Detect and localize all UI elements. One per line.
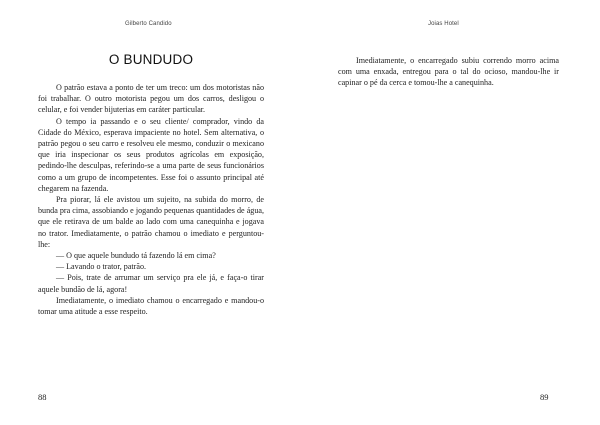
page-number-left: 88 [38,392,47,402]
dialog-line: — Pois, trate de arrumar um serviço pra ele já, e faça-o tirar aquele bundão de lá, agora! [38,273,264,294]
running-header-author: Gilberto Candido [125,21,172,27]
dialog-line: — Lavando o trator, patrão. [56,262,147,272]
right-page-body [338,55,559,89]
left-page-body [38,82,264,317]
chapter-title: O BUNDUDO [108,52,194,67]
page-number-right: 89 [540,392,549,402]
paragraph: Imediatamente, o imediato chamou o encarregado e mandou-o tomar uma atitude a esse respeito. [38,295,264,317]
paragraph: Imediatamente, o encarregado subiu correndo morro acima com uma enxada, entregou para o tal do ocioso, mandou-lhe ir capinar o pé da cerca e tomou-lhe a canequinha. [338,56,559,88]
paragraph: O patrão estava a ponto de ter um treco: um dos motoristas não foi trabalhar. O outro motorista pegou um dos carros, desligou o celular, e foi vender bijuterias em caráter particular. [38,83,264,115]
right-page [300,0,600,425]
running-header-book-title: Joias Hotel [428,21,459,27]
paragraph: O tempo ia passando e o seu cliente/ comprador, vindo da Cidade do México, esperava impaciente no hotel. Sem alternativa, o patrão pegou o seu carro e resolveu ele mesmo, conduzir o mexicano que iria inspecionar os seus produtos agrícolas em exposição, pedindo-lhe desculpas, referindo-se a uma parte de seus funcionários como a um grupo de incompetentes. Esse foi o assunto principal até chegarem na fazenda. [38,116,264,193]
dialog-line: — O que aquele bundudo tá fazendo lá em cima? [56,251,216,261]
paragraph: Pra piorar, lá ele avistou um sujeito, na subida do morro, de bunda pra cima, assobiando e jogando pequenas quantidades de água, que ele retirava de um balde ao lado com uma canequinha e jogava no trator. Imediatamente, o patrão chamou o imediato e perguntou-lhe: [38,195,264,249]
